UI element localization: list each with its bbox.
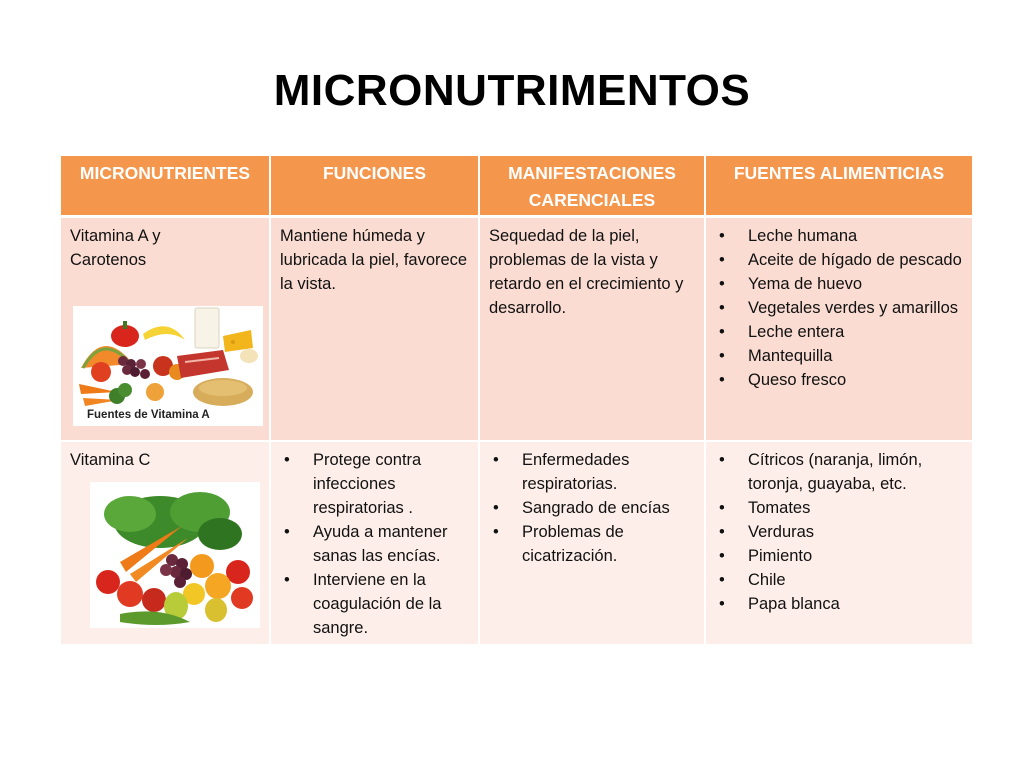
cell-deficiencies: Sequedad de la piel, problemas de la vista y retardo en el crecimiento y desarrollo. (479, 217, 705, 441)
header-micronutrientes: MICRONUTRIENTES (61, 156, 270, 217)
list-item: • Interviene en la coagulación de la sangre. (280, 568, 470, 640)
list-item: • Tomates (715, 496, 964, 520)
list-item: • Enfermedades respiratorias. (489, 448, 696, 496)
deficiencies-list (489, 448, 696, 568)
functions-list (280, 448, 470, 640)
cell-sources (705, 217, 972, 441)
header-fuentes: FUENTES ALIMENTICIAS (705, 156, 972, 217)
micronutrients-table (61, 156, 972, 646)
header-funciones: FUNCIONES (270, 156, 479, 217)
list-item: • Cítricos (naranja, limón, toronja, guayaba, etc. (715, 448, 964, 496)
list-item: • Ayuda a mantener sanas las encías. (280, 520, 470, 568)
vitamin-a-image-caption: Fuentes de Vitamina A (87, 409, 210, 421)
sources-list (715, 224, 964, 392)
list-item: • Yema de huevo (715, 272, 964, 296)
list-item: • Queso fresco (715, 368, 964, 392)
list-item: • Leche entera (715, 320, 964, 344)
list-item: • Mantequilla (715, 344, 964, 368)
sources-list (715, 448, 964, 616)
vitamin-c-foods-image (90, 482, 260, 628)
cell-nutrient (61, 217, 270, 441)
cell-functions (270, 441, 479, 645)
list-item: • Vegetales verdes y amarillos (715, 296, 964, 320)
nutrient-name: Vitamina C (70, 450, 151, 469)
nutrient-name: Vitamina A y Carotenos (70, 227, 161, 269)
cell-deficiencies (479, 441, 705, 645)
header-manifestaciones: MANIFESTACIONES CARENCIALES (479, 156, 705, 217)
list-item: • Verduras (715, 520, 964, 544)
list-item: • Leche humana (715, 224, 964, 248)
list-item: • Aceite de hígado de pescado (715, 248, 964, 272)
table-row-vitamina-c (61, 441, 972, 645)
cell-nutrient (61, 441, 270, 645)
slide-title: MICRONUTRIMENTOS (273, 66, 751, 115)
list-item: • Protege contra infecciones respiratorias . (280, 448, 470, 520)
list-item: • Problemas de cicatrización. (489, 520, 696, 568)
list-item: • Papa blanca (715, 592, 964, 616)
vitamin-a-foods-image (73, 306, 263, 426)
table-header-row (61, 156, 972, 217)
list-item: • Chile (715, 568, 964, 592)
list-item: • Pimiento (715, 544, 964, 568)
list-item: • Sangrado de encías (489, 496, 696, 520)
table-row-vitamina-a (61, 217, 972, 441)
cell-functions: Mantiene húmeda y lubricada la piel, favorece la vista. (270, 217, 479, 441)
cell-sources (705, 441, 972, 645)
